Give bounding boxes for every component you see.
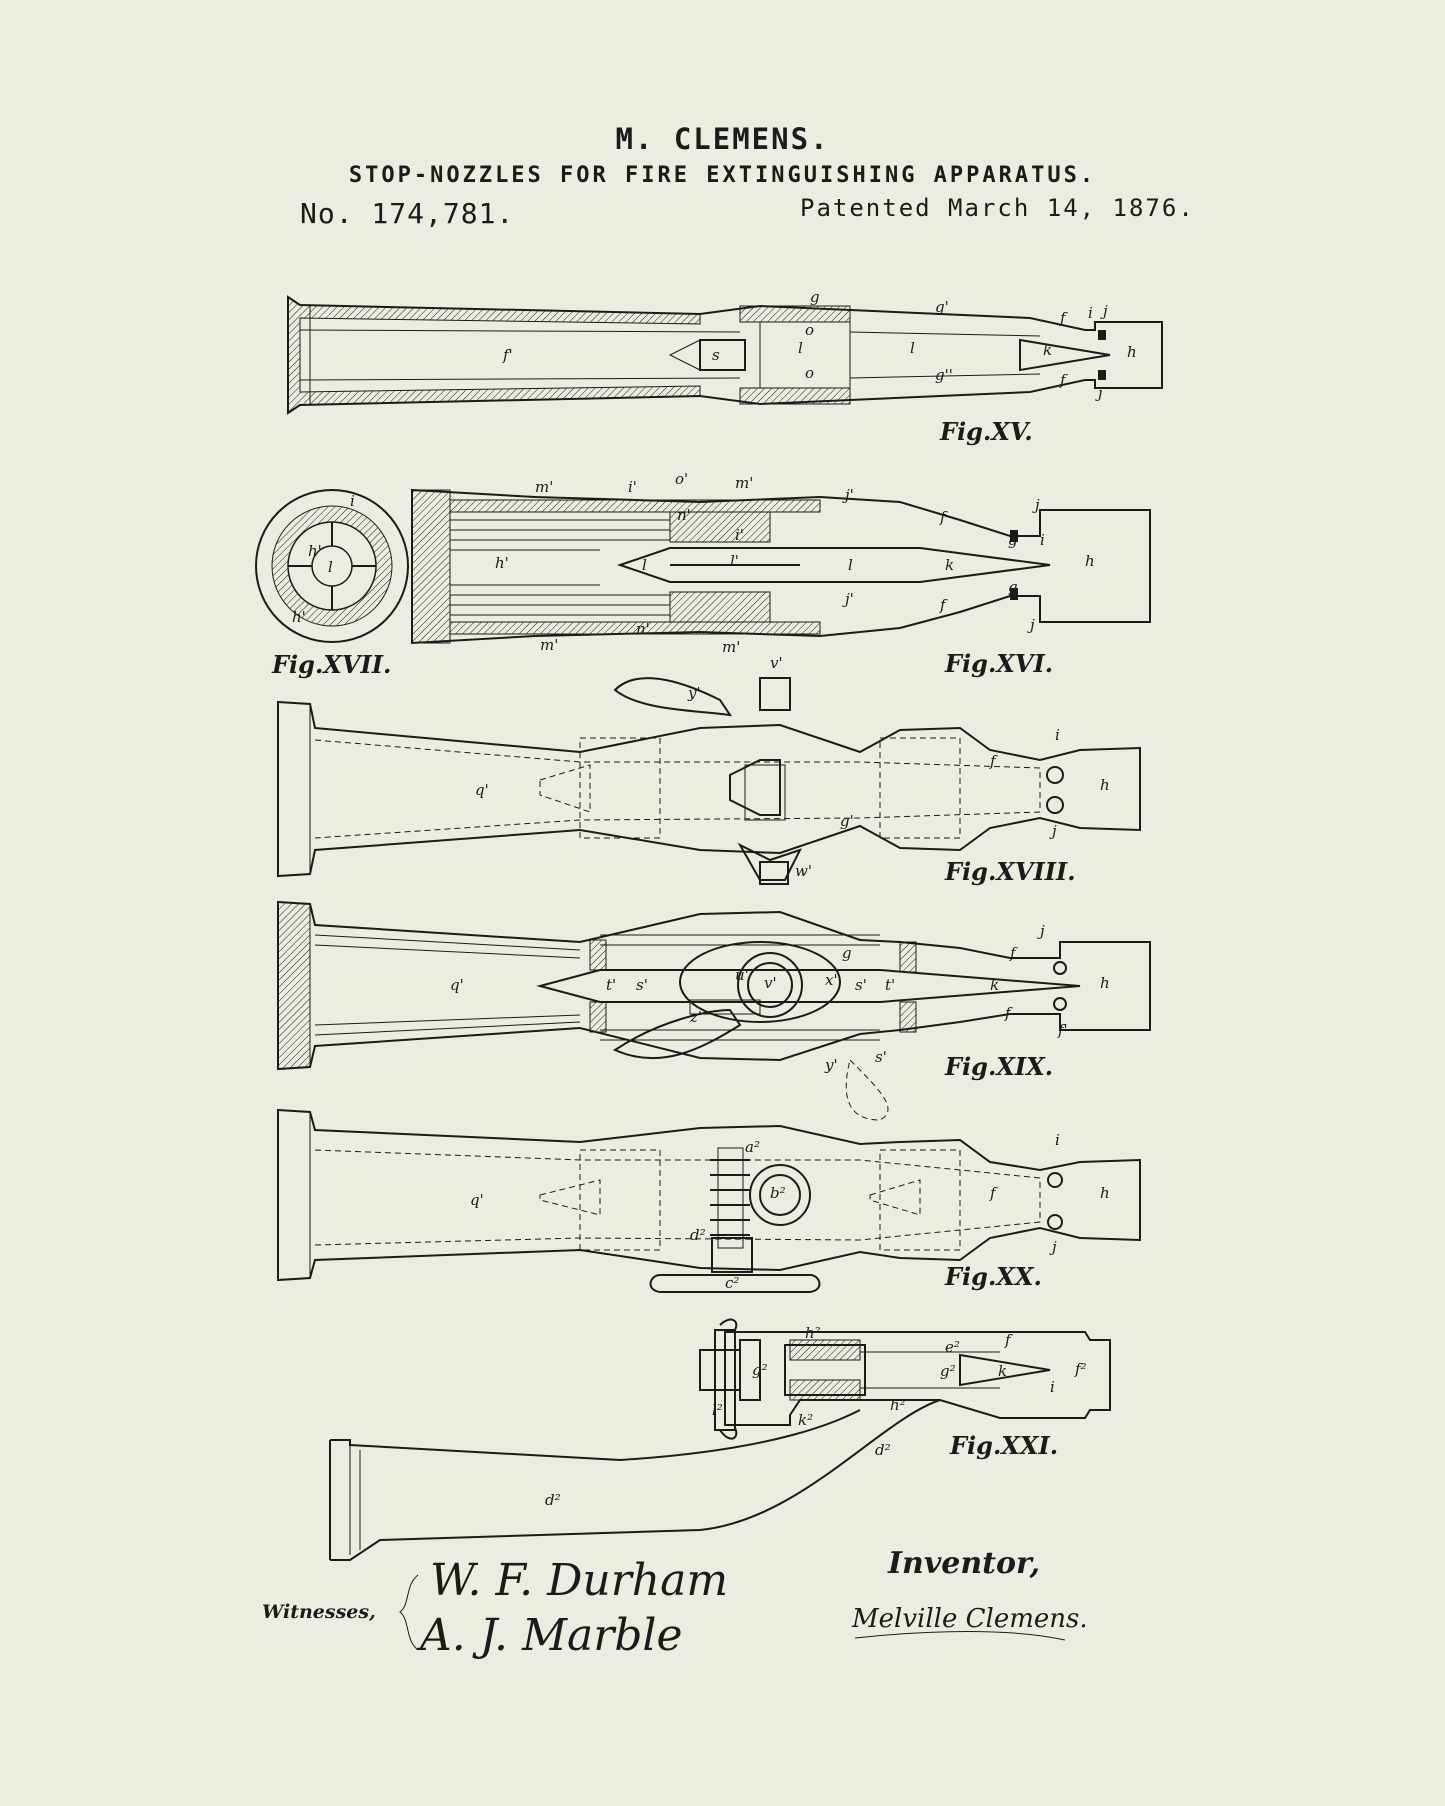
label-g-dprime: g''	[935, 366, 953, 384]
label-u-prime: u'	[735, 966, 749, 984]
label-z-prime: z'	[690, 1008, 703, 1026]
label-i-prime: i'	[735, 526, 744, 544]
label-f: f	[990, 752, 996, 770]
label-n-prime: n'	[636, 620, 650, 638]
label-g-prime: g'	[935, 298, 949, 316]
patent-number: No. 174,781.	[300, 197, 515, 230]
label-h: h	[1085, 552, 1095, 570]
label-j: j	[1098, 384, 1103, 402]
label-s-prime: s'	[636, 976, 648, 994]
label-q-prime: q'	[475, 781, 489, 799]
label-f: f	[990, 1184, 996, 1202]
label-v-prime: v'	[770, 654, 783, 672]
label-q-prime: q'	[470, 1191, 484, 1209]
label-f-prime: f'	[1058, 1021, 1068, 1039]
label-g: g	[1008, 578, 1018, 596]
label-d2: d²	[545, 1491, 561, 1509]
label-f: f	[940, 508, 946, 526]
label-m-prime: m'	[540, 636, 559, 654]
label-t-prime: t'	[606, 976, 617, 994]
label-l-prime: l'	[730, 552, 739, 570]
figure-17-caption: Fig.XVII.	[272, 650, 392, 679]
label-j: j	[1035, 496, 1040, 514]
label-h-prime: h'	[495, 554, 509, 572]
label-h2: h²	[890, 1396, 906, 1414]
label-q-prime: q'	[450, 976, 464, 994]
label-g: g	[1008, 531, 1018, 549]
label-l2: l²	[712, 1401, 723, 1419]
label-h: h	[1100, 974, 1110, 992]
label-k: k	[945, 556, 955, 574]
label-g: g	[842, 944, 852, 962]
label-c2: c²	[725, 1274, 740, 1292]
figure-21-caption: Fig.XXI.	[950, 1431, 1059, 1460]
label-f: f	[940, 596, 946, 614]
witnesses-label: Witnesses,	[262, 1601, 376, 1623]
label-s-prime: s'	[855, 976, 867, 994]
label-j: j	[1103, 302, 1108, 320]
label-w-prime: w'	[795, 862, 812, 880]
figure-19-drawing	[278, 902, 1150, 1120]
label-m-prime: m'	[535, 478, 554, 496]
label-o-prime: o'	[675, 470, 689, 488]
label-x-prime: x'	[825, 971, 838, 989]
label-l: l	[848, 556, 853, 574]
patent-subtitle: STOP-NOZZLES FOR FIRE EXTINGUISHING APPARATUS.	[348, 163, 1097, 188]
witness-1-signature: W. F. Durham	[430, 1555, 729, 1606]
label-f: f	[1060, 371, 1066, 389]
label-i: i	[1055, 1131, 1060, 1149]
label-j-prime: j'	[845, 486, 854, 504]
label-f: f	[1060, 309, 1066, 327]
label-t-prime: t'	[885, 976, 896, 994]
witness-2-signature: A. J. Marble	[420, 1610, 683, 1661]
inventor-label: Inventor,	[888, 1546, 1041, 1581]
figure-20-caption: Fig.XX.	[945, 1262, 1042, 1291]
figure-16-caption: Fig.XVI.	[945, 649, 1054, 678]
label-j: j	[1052, 822, 1057, 840]
label-g: g	[810, 288, 820, 306]
figure-18-caption: Fig.XVIII.	[945, 857, 1076, 886]
label-l: l	[798, 339, 803, 357]
label-f: f	[1005, 1331, 1011, 1349]
label-j: j	[1052, 1238, 1057, 1256]
label-g-prime: g'	[840, 812, 854, 830]
label-j: j	[1040, 922, 1045, 940]
label-f-prime: f'	[503, 346, 513, 364]
inventor-signature: Melville Clemens.	[852, 1604, 1088, 1634]
label-d2: d²	[690, 1226, 706, 1244]
label-l: l	[328, 558, 333, 576]
label-h-prime: h'	[292, 608, 306, 626]
label-h: h	[1100, 1184, 1110, 1202]
label-b2: b²	[770, 1184, 786, 1202]
label-f2: f²	[1075, 1360, 1087, 1378]
label-k: k	[998, 1362, 1008, 1380]
label-y-prime: y'	[825, 1056, 838, 1074]
figure-16-drawing	[412, 470, 1150, 678]
label-l: l	[642, 556, 647, 574]
label-k: k	[1043, 341, 1053, 359]
label-e2: e²	[945, 1338, 960, 1356]
figure-20-drawing	[278, 1110, 1140, 1292]
label-m-prime: m'	[722, 638, 741, 656]
signature-block	[262, 1546, 1088, 1661]
label-j: j	[1030, 616, 1035, 634]
label-m-prime: m'	[735, 474, 754, 492]
label-k: k	[990, 976, 1000, 994]
label-g2: g²	[752, 1361, 768, 1379]
patent-date: Patented March 14, 1876.	[800, 194, 1195, 222]
hatch-lines	[450, 520, 670, 615]
label-i: i	[1055, 726, 1060, 744]
figure-15-drawing	[288, 288, 1162, 446]
label-i: i	[1088, 304, 1093, 322]
label-o: o	[805, 321, 815, 339]
label-i-prime: i'	[628, 478, 637, 496]
figure-18-drawing	[278, 654, 1140, 886]
figure-17-drawing	[256, 490, 408, 679]
label-i: i	[350, 492, 355, 510]
label-j-prime: j'	[845, 590, 854, 608]
label-h-prime: h'	[308, 542, 322, 560]
figure-21-drawing	[330, 1320, 1110, 1560]
label-h: h	[1127, 343, 1137, 361]
figure-19-caption: Fig.XIX.	[945, 1052, 1054, 1081]
label-s: s	[712, 346, 720, 364]
label-s-prime: s'	[875, 1048, 887, 1066]
label-o: o	[805, 364, 815, 382]
label-l: l	[910, 339, 915, 357]
label-f: f	[1005, 1004, 1011, 1022]
label-d2: d²	[875, 1441, 891, 1459]
label-y-prime: y'	[688, 684, 701, 702]
figure-15-caption: Fig.XV.	[940, 417, 1033, 446]
label-k2: k²	[798, 1411, 814, 1429]
label-i: i	[1050, 1378, 1055, 1396]
label-g2: g²	[940, 1362, 956, 1380]
patent-title: M. CLEMENS.	[615, 122, 830, 156]
label-f: f	[1010, 944, 1016, 962]
label-n-prime: n'	[677, 506, 691, 524]
label-i: i	[1040, 531, 1045, 549]
label-h: h	[1100, 776, 1110, 794]
label-h2: h²	[805, 1324, 821, 1342]
label-v-prime: v'	[764, 974, 777, 992]
label-a2: a²	[745, 1138, 760, 1156]
